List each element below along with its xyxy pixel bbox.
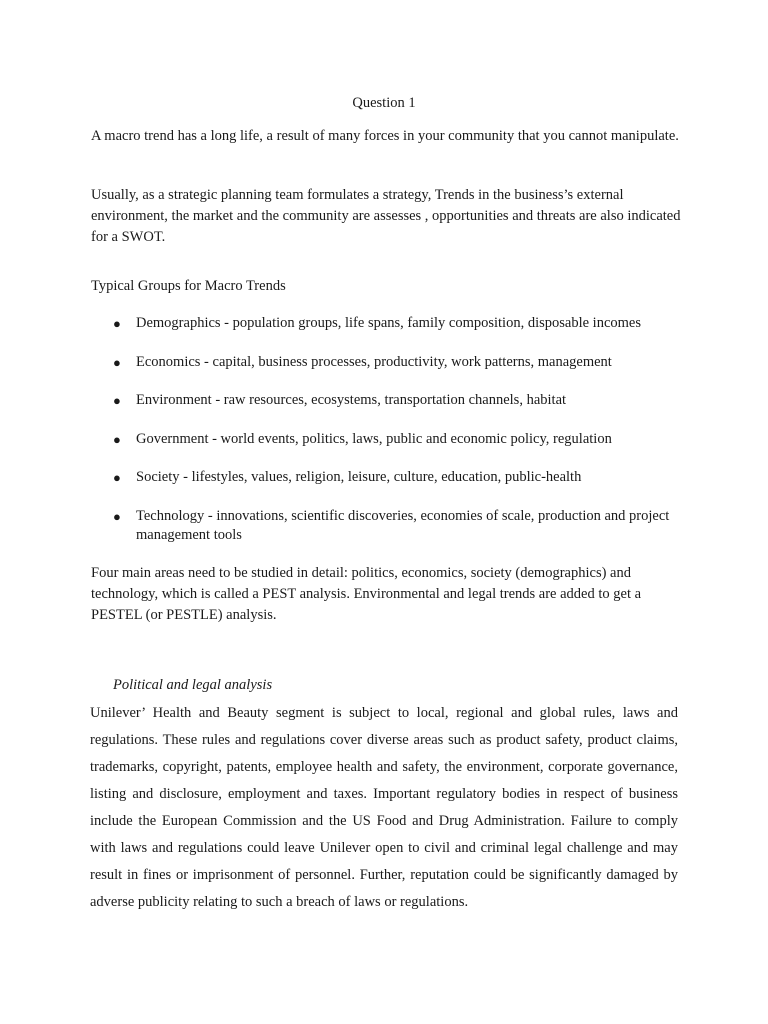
list-item-text: Economics - capital, business processes, productivity, work patterns, management bbox=[136, 353, 612, 370]
list-item-text: Environment - raw resources, ecosystems, transportation channels, habitat bbox=[136, 392, 567, 408]
bullet-icon: ● bbox=[113, 354, 121, 370]
bullet-icon: ● bbox=[113, 470, 121, 485]
bullet-icon: ● bbox=[113, 431, 121, 447]
list-item bbox=[91, 314, 691, 333]
section-heading: Political and legal analysis bbox=[113, 677, 273, 693]
bullet-icon: ● bbox=[113, 393, 121, 408]
list-item bbox=[91, 468, 691, 487]
list-item-text: Society - lifestyles, values, religion, leisure, culture, education, public-health bbox=[136, 469, 582, 485]
list-item-text: Demographics - population groups, life spans, family composition, disposable incomes bbox=[136, 315, 642, 331]
list-item bbox=[91, 430, 691, 449]
bullet-icon: ● bbox=[113, 508, 121, 524]
pest-paragraph: Four main areas need to be studied in detail: politics, economics, society (demographics) and technology, which is called a PEST analysis. Environmental and legal trends are added to get a PESTEL (or PESTLE) analysis. bbox=[91, 565, 642, 623]
intro-paragraph: A macro trend has a long life, a result of many forces in your community that you cannot manipulate. bbox=[91, 128, 679, 144]
list-item-text: Technology - innovations, scientific discoveries, economies of scale, production and project management tools bbox=[136, 507, 670, 543]
political-legal-paragraph: Unilever’ Health and Beauty segment is subject to local, regional and global rules, laws and regulations. These rules and regulations cover diverse areas such as product safety, product claims, trademarks, copyright, patents, employee health and safety, the environment, corporate governance, listing and disclosure, employment and taxes. Important regulatory bodies in respect of business include the European Commission and the US Food and Drug Administration. Failure to comply with laws and regulations could leave Unilever open to civil and criminal legal challenge and may result in fines or imprisonment of personnel. Further, reputation could be significantly damaged by adverse publicity relating to such a breach of laws or regulations. bbox=[90, 705, 678, 910]
page-title: Question 1 bbox=[352, 95, 416, 111]
list-item-text: Government - world events, politics, laws, public and economic policy, regulation bbox=[136, 430, 612, 447]
list-item bbox=[91, 507, 691, 545]
bullet-icon: ● bbox=[113, 316, 121, 331]
strategy-paragraph: Usually, as a strategic planning team formulates a strategy, Trends in the business’s external environment, the market and the community are assesses , opportunities and threats are also indicated for a SWOT. bbox=[91, 187, 681, 245]
groups-heading: Typical Groups for Macro Trends bbox=[91, 278, 286, 294]
list-item bbox=[91, 353, 691, 372]
macro-trends-list bbox=[91, 314, 691, 564]
list-item bbox=[91, 391, 691, 410]
